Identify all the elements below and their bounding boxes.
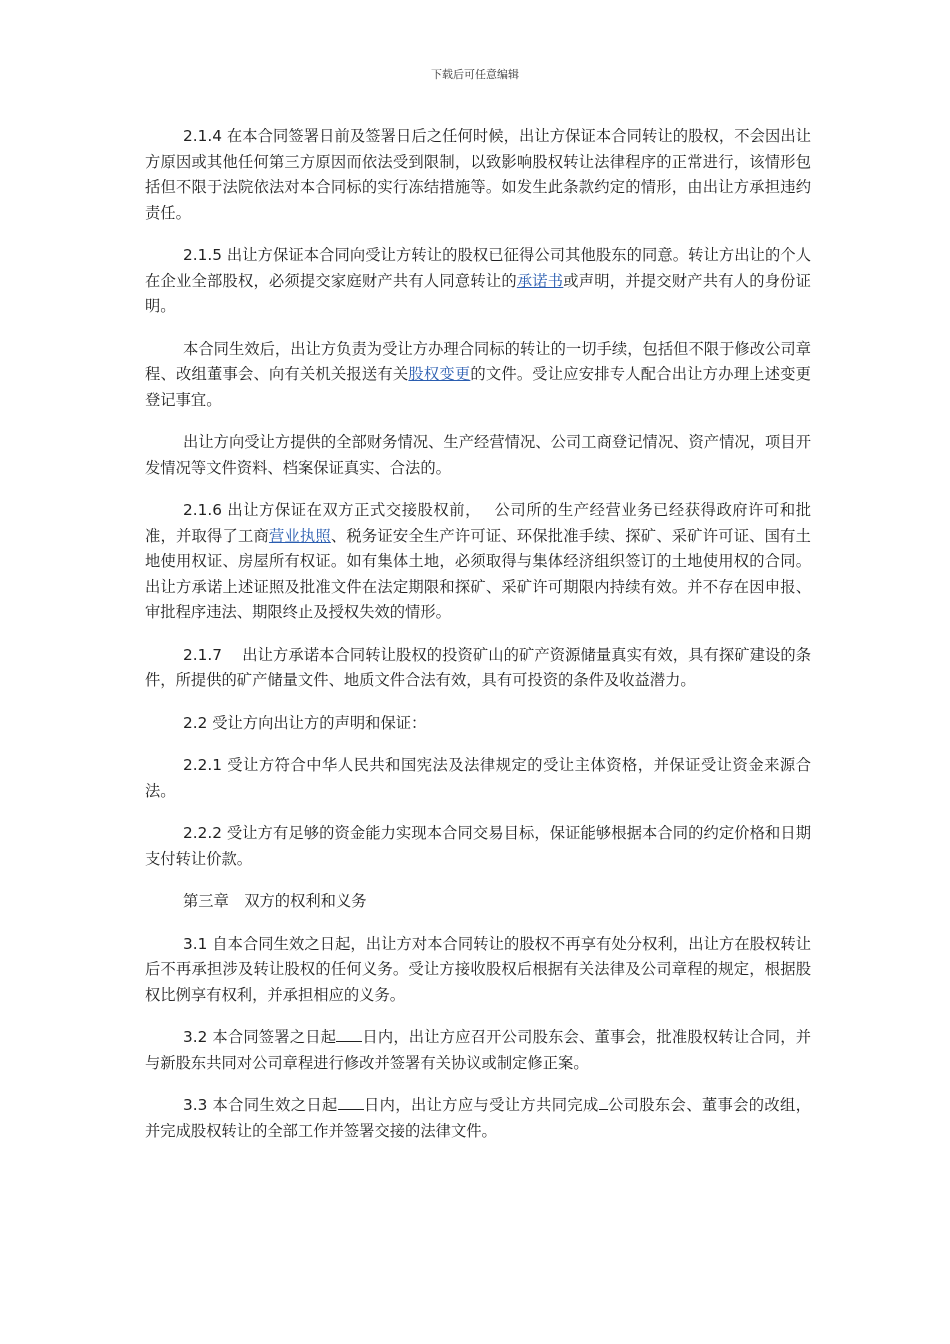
- clause-text: 出让方保证本合同向受让方转让的股权已征得公司其他股东的同意。转让方出让的个人在企业全部股权，必须提交家庭财产共有人同意转让的: [145, 246, 811, 290]
- clause-3-2: [145, 1025, 811, 1076]
- clause-text: 受让方向出让方的声明和保证：: [207, 713, 427, 732]
- clause-text: 出让方承诺本合同转让股权的投资矿山的矿产资源储量真实有效，具有探矿建设的条件，所提供的矿产储量文件、地质文件合法有效，具有可投资的条件及收益潜力。: [145, 645, 811, 689]
- clause-text: 日内，出让方应召开公司股东会、董事会，批准股权转让合同，并与新股东共同对公司章程进行修改并签署有关协议或制定修正案。: [145, 1028, 811, 1072]
- clause-2-1-6: [145, 498, 811, 626]
- paragraph-text: 本合同生效后，出让方负责为受让方办理合同标的转让的一切手续，包括但不限于修改公司章程、改组董事会、向有关机关报送有关: [145, 339, 811, 383]
- paragraph-documents-authentic: [145, 430, 811, 481]
- clause-number: 3.1: [183, 934, 208, 953]
- clause-number: 3.2: [183, 1028, 208, 1046]
- chapter-heading: [145, 889, 811, 915]
- clause-text: 在本合同签署日前及签署日后之任何时候，出让方保证本合同转让的股权，不会因出让方原因或其他任何第三方原因而依法受到限制，以致影响股权转让法律程序的正常进行，该情形包括但不限于法院依法对本合同标的实行冻结措施等。如发生此条款约定的情形，由出让方承担违约责任。: [145, 127, 811, 222]
- clause-text: 公司股东会、董事会的改组，并完成股权转让的全部工作并签署交接的法律文件。: [145, 1096, 811, 1140]
- clause-2-2-1: [145, 753, 811, 804]
- chapter-title: 第三章 双方的权利和义务: [183, 892, 367, 910]
- clause-2-1-4: [145, 124, 811, 226]
- clause-2-2: [145, 711, 811, 737]
- link-commitment-letter[interactable]: 承诺书: [516, 271, 564, 290]
- clause-2-1-7: [145, 643, 811, 694]
- link-business-license[interactable]: 营业执照: [268, 526, 331, 545]
- clause-2-1-5: [145, 243, 811, 320]
- clause-text: 出让方保证在双方正式交接股权前， 公司所的生产经营业务已经获得政府许可和批准，并取得了工商: [145, 501, 811, 545]
- clause-number: 2.2.2: [183, 824, 222, 842]
- document-body: [145, 124, 811, 1161]
- clause-text: 本合同签署之日起: [207, 1028, 337, 1046]
- clause-number: 2.1.5: [183, 246, 222, 264]
- blank-days-field: [338, 1095, 364, 1110]
- header-note: 下载后可任意编辑: [431, 68, 519, 81]
- paragraph-transfer-procedures: [145, 337, 811, 414]
- clause-text: 受让方有足够的资金能力实现本合同交易目标，保证能够根据本合同的约定价格和日期支付转让价款。: [145, 824, 811, 868]
- paragraph-text: 的文件。受让应安排专人配合出让方办理上述变更登记事宜。: [145, 365, 811, 409]
- clause-text: 本合同生效之日起: [207, 1096, 338, 1114]
- clause-number: 2.1.6: [183, 501, 222, 519]
- clause-text: 受让方符合中华人民共和国宪法及法律规定的受让主体资格，并保证受让资金来源合法。: [145, 756, 811, 800]
- blank-days-field: [336, 1027, 362, 1042]
- clause-text: 自本合同生效之日起，出让方对本合同转让的股权不再享有处分权利，出让方在股权转让后不再承担涉及转让股权的任何义务。受让方接收股权后根据有关法律及公司章程的规定，根据股权比例享有权利，并承担相应的义务。: [145, 934, 811, 1004]
- clause-number: 2.2: [183, 713, 208, 732]
- clause-number: 2.2.1: [183, 756, 222, 774]
- clause-number: 3.3: [183, 1096, 208, 1114]
- link-equity-change[interactable]: 股权变更: [408, 365, 471, 383]
- clause-3-1: [145, 932, 811, 1009]
- paragraph-text: 出让方向受让方提供的全部财务情况、生产经营情况、公司工商登记情况、资产情况，项目开发情况等文件资料、档案保证真实、合法的。: [145, 433, 811, 477]
- blank-company-field: [599, 1095, 608, 1110]
- clause-2-2-2: [145, 821, 811, 872]
- clause-text: 或声明，并提交财产共有人的身份证明。: [145, 271, 811, 315]
- clause-3-3: [145, 1093, 811, 1144]
- clause-text: 、税务证安全生产许可证、环保批准手续、探矿、采矿许可证、国有土地使用权证、房屋所有权证。如有集体土地，必须取得与集体经济组织签订的土地使用权的合同。出让方承诺上述证照及批准文件在法定期限和探矿、采矿许可期限内持续有效。并不存在因申报、审批程序违法、期限终止及授权失效的情形。: [145, 526, 811, 621]
- clause-number: 2.1.4: [183, 127, 222, 145]
- clause-number: 2.1.7: [183, 645, 222, 664]
- clause-text: 日内，出让方应与受让方共同完成: [363, 1096, 599, 1114]
